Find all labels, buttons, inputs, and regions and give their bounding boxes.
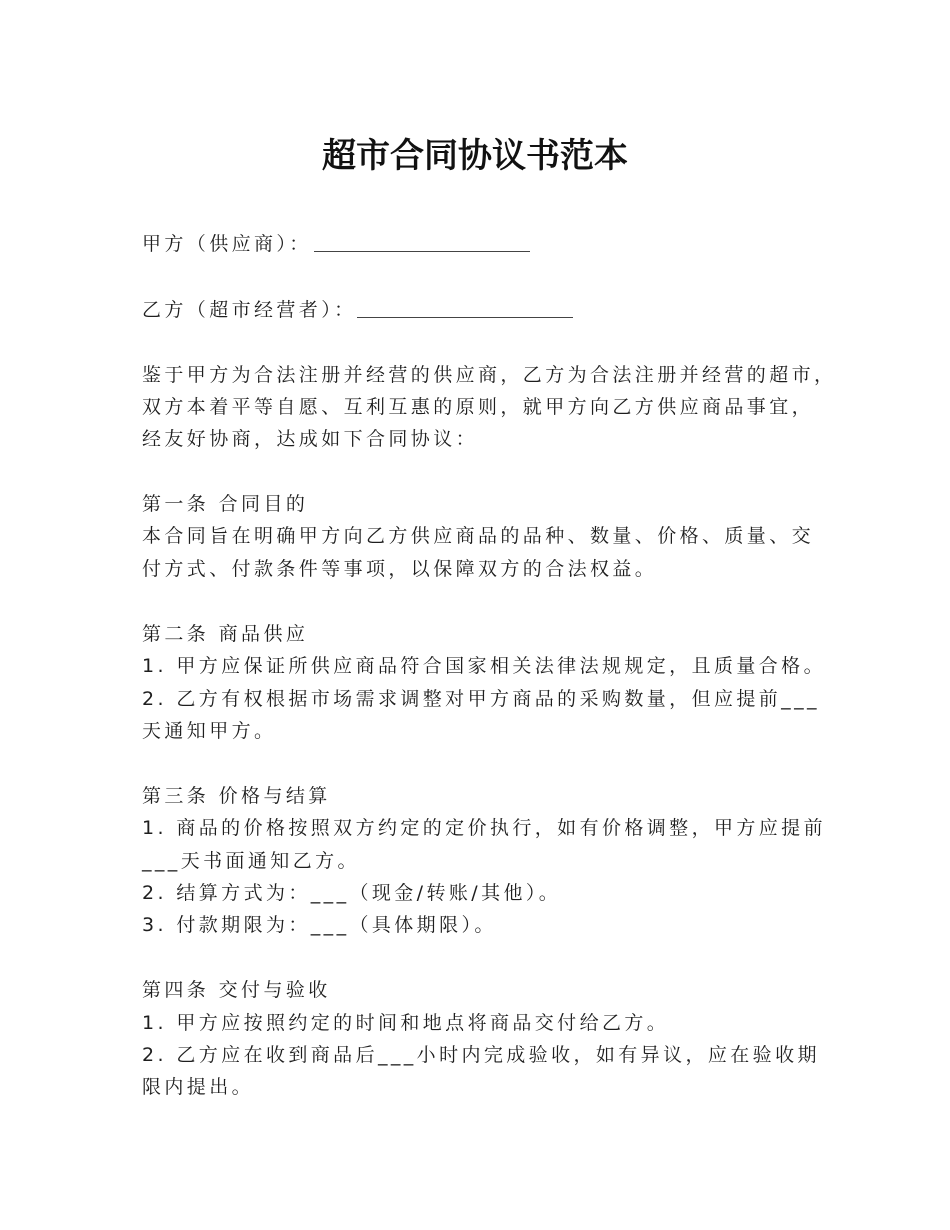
party-a-blank bbox=[314, 251, 530, 252]
preamble-line: 双方本着平等自愿、互利互惠的原则，就甲方向乙方供应商品事宜， bbox=[142, 396, 815, 418]
article-1-line: 付方式、付款条件等事项，以保障双方的合法权益。 bbox=[142, 558, 658, 580]
preamble-line: 经友好协商，达成如下合同协议： bbox=[142, 428, 479, 450]
party-b-label: 乙方（超市经营者）： bbox=[142, 299, 357, 321]
article-4-line: 限内提出。 bbox=[142, 1076, 255, 1098]
article-3-line: ___天书面通知乙方。 bbox=[142, 850, 360, 872]
article-2-line: 2. 乙方有权根据市场需求调整对甲方商品的采购数量，但应提前___ bbox=[142, 688, 820, 710]
article-4-heading: 第四条 交付与验收 bbox=[142, 979, 331, 1001]
document-title: 超市合同协议书范本 bbox=[322, 136, 628, 176]
article-2-heading: 第二条 商品供应 bbox=[142, 623, 309, 645]
article-3-heading: 第三条 价格与结算 bbox=[142, 785, 331, 807]
article-2-line: 1. 甲方应保证所供应商品符合国家相关法律法规规定，且质量合格。 bbox=[142, 655, 826, 677]
party-a-label: 甲方（供应商）： bbox=[142, 233, 312, 255]
article-4-line: 1. 甲方应按照约定的时间和地点将商品交付给乙方。 bbox=[142, 1012, 670, 1034]
article-3-line: 3. 付款期限为：___（具体期限）。 bbox=[142, 914, 497, 936]
article-1-line: 本合同旨在明确甲方向乙方供应商品的品种、数量、价格、质量、交 bbox=[142, 525, 815, 547]
preamble-line: 鉴于甲方为合法注册并经营的供应商，乙方为合法注册并经营的超市， bbox=[142, 364, 837, 386]
party-b-blank bbox=[357, 317, 573, 318]
article-3-line: 1. 商品的价格按照双方约定的定价执行，如有价格调整，甲方应提前 bbox=[142, 817, 826, 839]
article-1-heading: 第一条 合同目的 bbox=[142, 493, 309, 515]
article-4-line: 2. 乙方应在收到商品后___小时内完成验收，如有异议，应在验收期 bbox=[142, 1044, 820, 1066]
article-2-line: 天通知甲方。 bbox=[142, 720, 277, 742]
article-3-line: 2. 结算方式为：___（现金/转账/其他）。 bbox=[142, 882, 562, 904]
